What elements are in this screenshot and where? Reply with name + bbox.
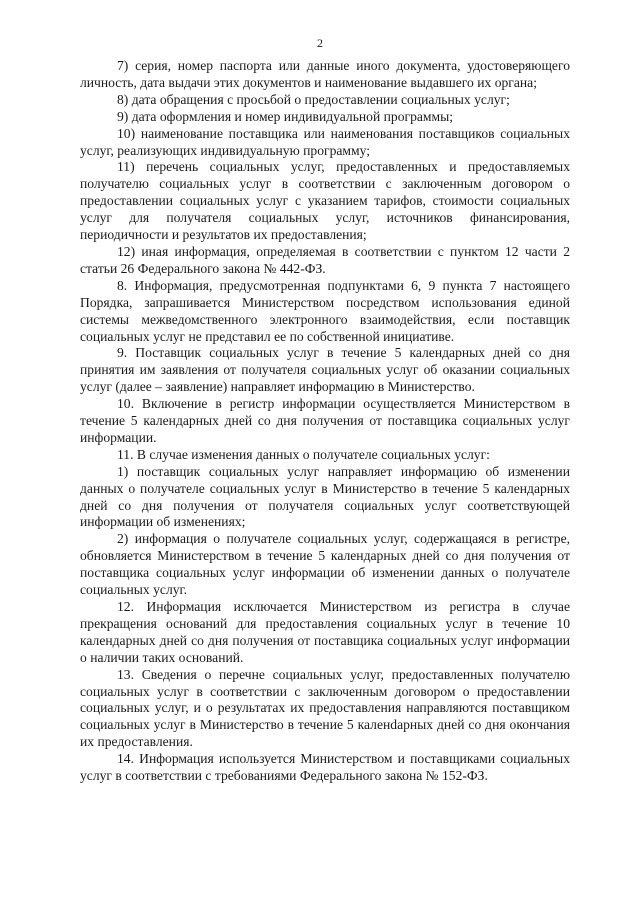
- paragraph-item-9: 9) дата оформления и номер индивидуальной программы;: [117, 108, 454, 124]
- paragraph-item-11: 11) перечень социальных услуг, предоставленных и предоставляемых получателю социальных услуг в соответствии с заключенным договором о предоставлении социальных услуг с указанием тарифов, стоимости социальных услуг для получателя социальных услуг, источников финансирования, периодичности и результатов их предоставления;: [80, 159, 570, 243]
- paragraph-item-7: 7) серия, номер паспорта или данные иного документа, удостоверяющего личность, дата выдачи этих документов и наименование выдавшего их органа;: [80, 58, 570, 90]
- paragraph-clause-13: 13. Сведения о перечне социальных услуг, предоставленных получателю социальных услуг в соответствии с заключенным договором о предоставлении социальных услуг, и о результатах их предоставления направляются поставщиком социальных услуг в Министерство в течение 5 каленdарных дней со дня окончания их предоставления.: [80, 666, 570, 750]
- paragraph-clause-8: 8. Информация, предусмотренная подпунктами 6, 9 пункта 7 настоящего Порядка, запрашивается Министерством посредством использования единой системы межведомственного электронного взаимодействия, если поставщик социальных услуг не представил ее по собственной инициативе.: [80, 277, 570, 344]
- paragraph-item-10: 10) наименование поставщика или наименования поставщиков социальных услуг, реализующих индивидуальную программу;: [80, 125, 570, 158]
- paragraph-item-8: 8) дата обращения с просьбой о предоставлении социальных услуг;: [117, 91, 510, 107]
- document-body: [80, 58, 570, 785]
- paragraph-clause-9: 9. Поставщик социальных услуг в течение 5 календарных дней со дня принятия им заявления от получателя социальных услуг об оказании социальных услуг (далее – заявление) направляет информацию в Министерство.: [80, 345, 570, 395]
- page-number: 2: [317, 36, 323, 50]
- paragraph-clause-10: 10. Включение в регистр информации осуществляется Министерством в течение 5 календарных дней со дня получения от поставщика социальных услуг информации.: [80, 396, 570, 445]
- paragraph-clause-11-item-1: 1) поставщик социальных услуг направляет информацию об изменении данных о получателе социальных услуг в Министерство в течение 5 календарных дней со дня получения от получателя социальных услуг соответствующей информации об изменениях;: [80, 463, 570, 530]
- paragraph-clause-11: 11. В случае изменения данных о получателе социальных услуг:: [117, 446, 490, 462]
- paragraph-clause-12: 12. Информация исключается Министерством из регистра в случае прекращения оснований для предоставления социальных услуг в течение 10 календарных дней со дня получения от поставщика социальных услуг информации о наличии таких оснований.: [80, 599, 570, 665]
- paragraph-clause-14: 14. Информация используется Министерством и поставщиками социальных услуг в соответствии с требованиями Федерального закона № 152-ФЗ.: [80, 751, 570, 784]
- paragraph-item-12: 12) иная информация, определяемая в соответствии с пунктом 12 части 2 статьи 26 Федерального закона № 442-ФЗ.: [80, 243, 570, 276]
- paragraph-clause-11-item-2: 2) информация о получателе социальных услуг, содержащаяся в регистре, обновляется Министерством в течение 5 календарных дней со дня получения от поставщика социальных услуг информации об изменении данных о получателе социальных услуг.: [80, 531, 570, 598]
